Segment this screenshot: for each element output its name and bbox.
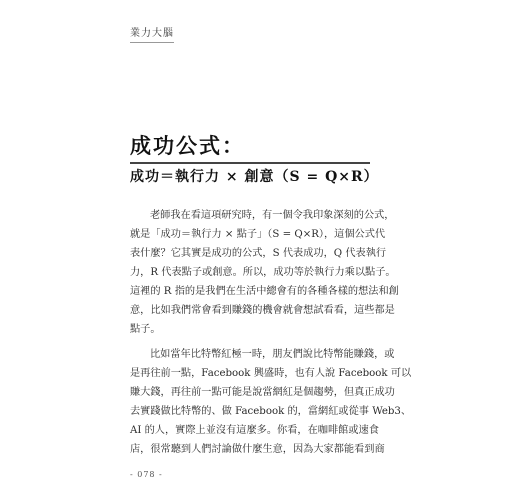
title-rule (130, 162, 370, 164)
text-line: 力，R 代表點子或創意。所以，成功等於執行力乘以點子。 (130, 267, 396, 278)
running-head: 業力大腦 (130, 24, 174, 43)
text-line: 這裡的 R 指的是我們在生活中總會有的各種各樣的想法和創 (130, 286, 399, 297)
text-line: 老師我在看這項研究時，有一個令我印象深刻的公式， (150, 210, 395, 221)
paragraph (130, 345, 412, 459)
text-line: 點子。 (130, 324, 161, 335)
text-line: 賺大錢，再往前一點可能是說當網紅是個趨勢，但真正成功 (130, 387, 395, 398)
paragraph (130, 206, 399, 339)
text-line: 意，比如我們常會看到賺錢的機會就會想試看看，這些都是 (130, 305, 395, 316)
formula-subtitle: 成功＝執行力 × 創意（S = Q×R） (130, 169, 379, 185)
text-line: 表什麼？它其實是成功的公式，S 代表成功，Q 代表執行 (130, 248, 387, 259)
text-line: 比如當年比特幣紅極一時，朋友們說比特幣能賺錢，或 (150, 349, 395, 360)
page-number: - 078 - (130, 470, 163, 479)
text-line: 就是「成功＝執行力 × 點子」（S = Q×R），這個公式代 (130, 229, 386, 240)
text-line: 店，很常聽到人們討論做什麼生意，因為大家都能看到商 (130, 444, 385, 455)
text-line: 去實踐做比特幣的、做 Facebook 的，當網紅或從事 Web3、 (130, 406, 412, 417)
text-line: AI 的人，實際上並沒有這麼多。你看，在咖啡館或速食 (130, 425, 379, 436)
body-text (130, 206, 412, 459)
chapter-title: 成功公式： (130, 133, 245, 158)
text-line: 是再往前一點，Facebook 興盛時，也有人說 Facebook 可以 (130, 368, 412, 379)
